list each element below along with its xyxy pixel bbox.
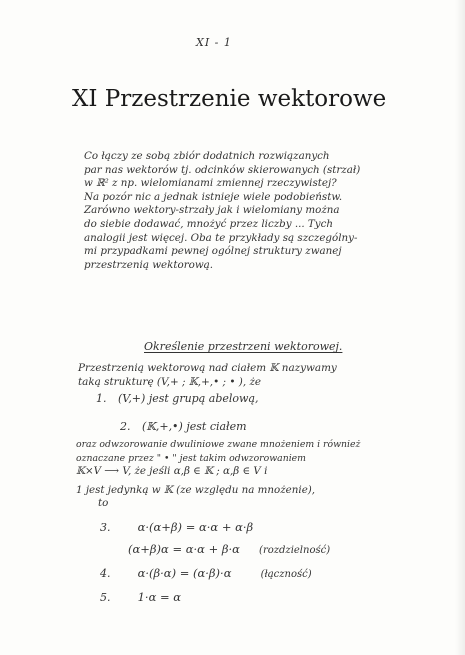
- axiom-note: (rozdzielność): [259, 545, 331, 556]
- mapping-line: oraz odwzorowanie dwuliniowe zwane mnożeniem i również: [76, 439, 361, 450]
- definition-intro: [78, 361, 337, 389]
- page-number: XI - 1: [196, 36, 232, 49]
- axiom-4: [100, 562, 312, 581]
- paragraph-line: przestrzenią wektorową.: [84, 258, 214, 271]
- mapping-line: oznaczane przez " • " jest takim odwzorowaniem: [76, 452, 306, 464]
- paragraph-line: analogii jest więcej. Oba te przykłady są szczególny-: [84, 231, 358, 244]
- paragraph-line: do siebie dodawać, mnożyć przez liczby ... Tych: [84, 217, 334, 230]
- scan-edge-shadow: [455, 0, 465, 655]
- paragraph-line: mi przypadkami pewnej ogólnej struktury zwanej: [84, 245, 342, 258]
- axiom-number: 5.: [100, 591, 111, 604]
- intro-line: Przestrzenią wektorową nad ciałem 𝕂 nazywamy: [78, 362, 337, 374]
- axiom-text: (V,+) jest grupą abelową,: [118, 392, 259, 405]
- page-title: XI Przestrzenie wektorowe: [72, 86, 387, 112]
- axiom-number: 2.: [120, 420, 131, 433]
- axiom-expression: α·(α+β) = α·α + α·β: [137, 520, 254, 534]
- mapping-line: to: [98, 497, 109, 509]
- section-heading: Określenie przestrzeni wektorowej.: [144, 340, 343, 353]
- intro-paragraph: [84, 150, 360, 272]
- axiom-1: [96, 392, 259, 405]
- mapping-line: 𝕂×V ⟶ V, że jeśli α,β ∈ 𝕂 ; α,β ∈ V i: [76, 465, 268, 477]
- paragraph-line: Na pozór nic a jednak istnieje wiele podobieństw.: [84, 190, 343, 203]
- axiom-number: 3.: [100, 521, 111, 534]
- axiom-3b: [100, 538, 330, 557]
- axiom-text: (𝕂,+,•) jest ciałem: [142, 420, 247, 433]
- paragraph-line: w ℝ² z np. wielomianami zmiennej rzeczywistej?: [84, 177, 337, 190]
- axiom-number: 1.: [96, 392, 107, 405]
- axiom-expression: α·(β·α) = (α·β)·α: [137, 566, 232, 580]
- axiom-number: 4.: [100, 567, 111, 580]
- axiom-expression: 1·α = α: [137, 590, 182, 604]
- axiom-2: [120, 420, 247, 433]
- axiom-3a: [100, 516, 253, 535]
- axiom-note: (łączność): [260, 569, 312, 580]
- paragraph-line: par nas wektorów tj. odcinków skierowanych (strzał): [84, 163, 361, 176]
- intro-line: taką strukturę (V,+ ; 𝕂,+,• ; • ), że: [78, 376, 262, 388]
- axiom-expression: (α+β)α = α·α + β·α: [128, 542, 240, 556]
- mapping-line: 1 jest jedynką w 𝕂 (ze względu na mnożenie),: [76, 483, 316, 496]
- paragraph-line: Zarówno wektory-strzały jak i wielomiany można: [84, 204, 340, 217]
- paragraph-line: Co łączy ze sobą zbiór dodatnich rozwiązanych: [84, 150, 330, 162]
- axiom-5: [100, 586, 181, 605]
- mapping-description: [76, 438, 360, 511]
